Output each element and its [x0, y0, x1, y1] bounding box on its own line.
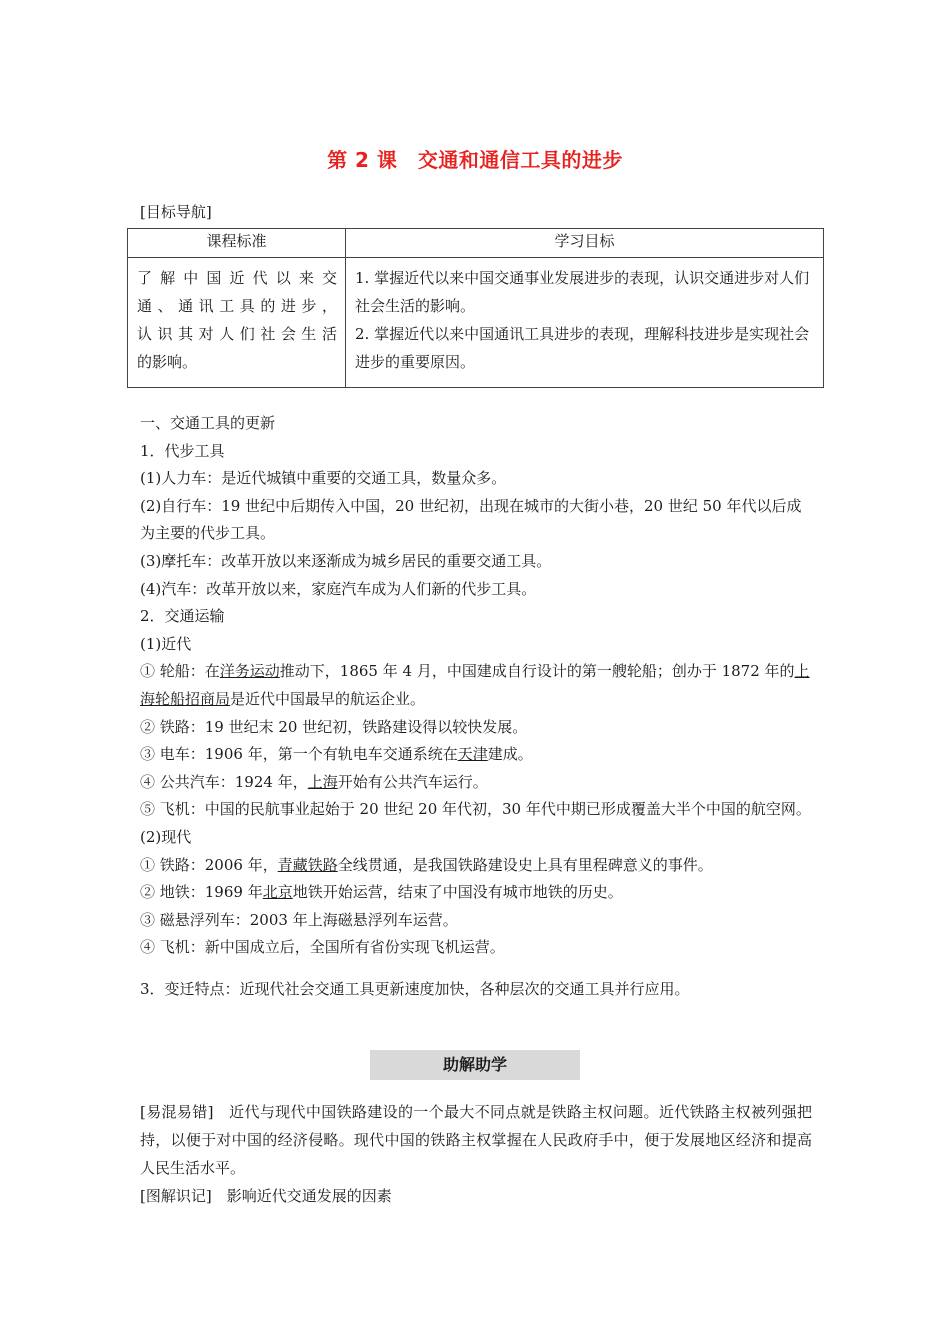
- list-item: ③ 电车：1906 年，第一个有轨电车交通系统在天津建成。: [140, 745, 533, 764]
- list-item: ① 轮船：在洋务运动推动下，1865 年 4 月，中国建成自行设计的第一艘轮船；创办于 1872 年的上海轮船招商局是近代中国最早的航运企业。: [140, 662, 810, 708]
- lesson-title: 第 2 课 交通和通信工具的进步: [327, 148, 623, 172]
- table-row: [128, 258, 824, 388]
- goal-item: 1. 掌握近代以来中国交通事业发展进步的表现，认识交通进步对人们社会生活的影响。: [355, 269, 810, 315]
- header-standard: 课程标准: [128, 229, 346, 258]
- underlined-term: 洋务运动: [219, 662, 280, 681]
- list-item: ④ 公共汽车：1924 年，上海开始有公共汽车运行。: [140, 772, 488, 791]
- list-item: (2)自行车：19 世纪中后期传入中国，20 世纪初，出现在城市的大街小巷，20 世纪 50 年代以后成为主要的代步工具。: [140, 496, 802, 543]
- period-heading: (1)近代: [140, 634, 192, 653]
- underlined-term: 上海轮船招商局: [140, 662, 810, 708]
- subsection-heading: 3．变迁特点：近现代社会交通工具更新速度加快，各种层次的交通工具并行应用。: [140, 979, 690, 998]
- list-item: ③ 磁悬浮列车：2003 年上海磁悬浮列车运营。: [140, 910, 458, 929]
- subsection-heading: 2．交通运输: [140, 607, 225, 626]
- underlined-term: 天津: [457, 745, 488, 764]
- list-item: ④ 飞机：新中国成立后，全国所有省份实现飞机运营。: [140, 938, 505, 957]
- list-item: ⑤ 飞机：中国的民航事业起始于 20 世纪 20 年代初，30 年代中期已形成覆盖大半个中国的航空网。: [140, 800, 811, 819]
- goals-cell: [346, 258, 824, 388]
- goal-item: 2. 掌握近代以来中国通讯工具进步的表现，理解科技进步是实现社会进步的重要原因。: [355, 325, 810, 371]
- list-item: ② 铁路：19 世纪末 20 世纪初，铁路建设得以较快发展。: [140, 717, 528, 736]
- main-content: [140, 410, 812, 1003]
- underlined-term: 北京: [262, 883, 293, 902]
- header-goals: 学习目标: [346, 229, 824, 258]
- period-heading: (2)现代: [140, 827, 192, 846]
- goals-table: [127, 228, 824, 388]
- table-header-row: [128, 229, 824, 258]
- section-heading: 一、交通工具的更新: [140, 414, 276, 432]
- subsection-heading: 1．代步工具: [140, 441, 225, 460]
- list-item: ① 铁路：2006 年，青藏铁路全线贯通，是我国铁路建设史上具有里程碑意义的事件。: [140, 855, 713, 874]
- standard-cell: [128, 258, 346, 388]
- diagram-note: [图解识记] 影响近代交通发展的因素: [140, 1187, 392, 1205]
- mistake-note: [易混易错] 近代与现代中国铁路建设的一个最大不同点就是铁路主权问题。近代铁路主权被列强把持，以便于对中国的经济侵略。现代中国的铁路主权掌握在人民政府手中，便于发展地区经济和提高人民生活水平。: [140, 1103, 812, 1177]
- list-item: (3)摩托车：改革开放以来逐渐成为城乡居民的重要交通工具。: [140, 551, 552, 570]
- goal-navigation-label: [目标导航]: [140, 203, 212, 221]
- standard-line: 的影响。: [137, 353, 198, 371]
- list-item: ② 地铁：1969 年北京地铁开始运营，结束了中国没有城市地铁的历史。: [140, 883, 623, 902]
- underlined-term: 上海: [307, 772, 338, 791]
- helper-banner: 助解助学: [370, 1050, 580, 1080]
- standard-line: 通、通讯工具的进步，: [137, 297, 337, 315]
- list-item: (4)汽车：改革开放以来，家庭汽车成为人们新的代步工具。: [140, 579, 537, 598]
- standard-line: 了解中国近代以来交: [137, 269, 337, 287]
- list-item: (1)人力车：是近代城镇中重要的交通工具，数量众多。: [140, 469, 507, 488]
- underlined-term: 青藏铁路: [277, 855, 338, 874]
- notes-section: [140, 1098, 812, 1210]
- standard-line: 认识其对人们社会生活: [137, 325, 337, 343]
